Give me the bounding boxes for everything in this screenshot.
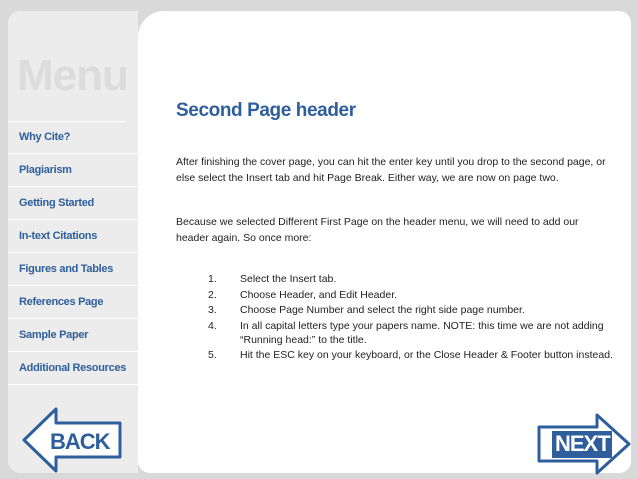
- steps-list: [196, 272, 616, 364]
- menu-item-why-cite[interactable]: Why Cite?: [8, 121, 138, 154]
- menu-item-getting-started[interactable]: Getting Started: [8, 187, 138, 220]
- menu-item-figures-and-tables[interactable]: Figures and Tables: [8, 253, 138, 286]
- step-number: 4.: [208, 319, 217, 332]
- list-item: [196, 272, 616, 286]
- list-item: [196, 348, 616, 362]
- back-button-label[interactable]: BACK: [50, 429, 110, 454]
- list-item: [196, 319, 616, 347]
- step-number: 3.: [208, 304, 217, 316]
- next-button-label[interactable]: NEXT: [552, 431, 612, 458]
- menu-title: Menu: [17, 51, 128, 100]
- menu-item-plagiarism[interactable]: Plagiarism: [8, 154, 138, 187]
- menu-item-additional-resources[interactable]: Additional Resources: [8, 352, 138, 385]
- step-text: In all capital letters type your papers name. NOTE: this time we are not adding “Running head:” to the title.: [240, 319, 604, 346]
- step-number: 1.: [208, 273, 217, 285]
- step-text: Hit the ESC key on your keyboard, or the Close Header & Footer button instead.: [240, 349, 613, 361]
- step-text: Select the Insert tab.: [240, 273, 337, 285]
- menu-list: [8, 121, 138, 385]
- menu-item-sample-paper[interactable]: Sample Paper: [8, 319, 138, 352]
- step-number: 5.: [208, 349, 217, 361]
- menu-item-in-text-citations[interactable]: In-text Citations: [8, 220, 138, 253]
- intro-paragraph: After finishing the cover page, you can hit the enter key until you drop to the second page, or else select the Insert tab and hit Page Break. Either way, we are now on page two.: [176, 156, 606, 184]
- list-item: [196, 303, 616, 317]
- page-title: Second Page header: [176, 100, 356, 121]
- step-text: Choose Page Number and select the right side page number.: [240, 304, 525, 316]
- menu-item-references-page[interactable]: References Page: [8, 286, 138, 319]
- list-item: [196, 288, 616, 302]
- step-number: 2.: [208, 288, 217, 301]
- step-text: Choose Header, and Edit Header.: [240, 288, 398, 301]
- header-paragraph: Because we selected Different First Page on the header menu, we will need to add our header again. So once more:: [176, 216, 579, 244]
